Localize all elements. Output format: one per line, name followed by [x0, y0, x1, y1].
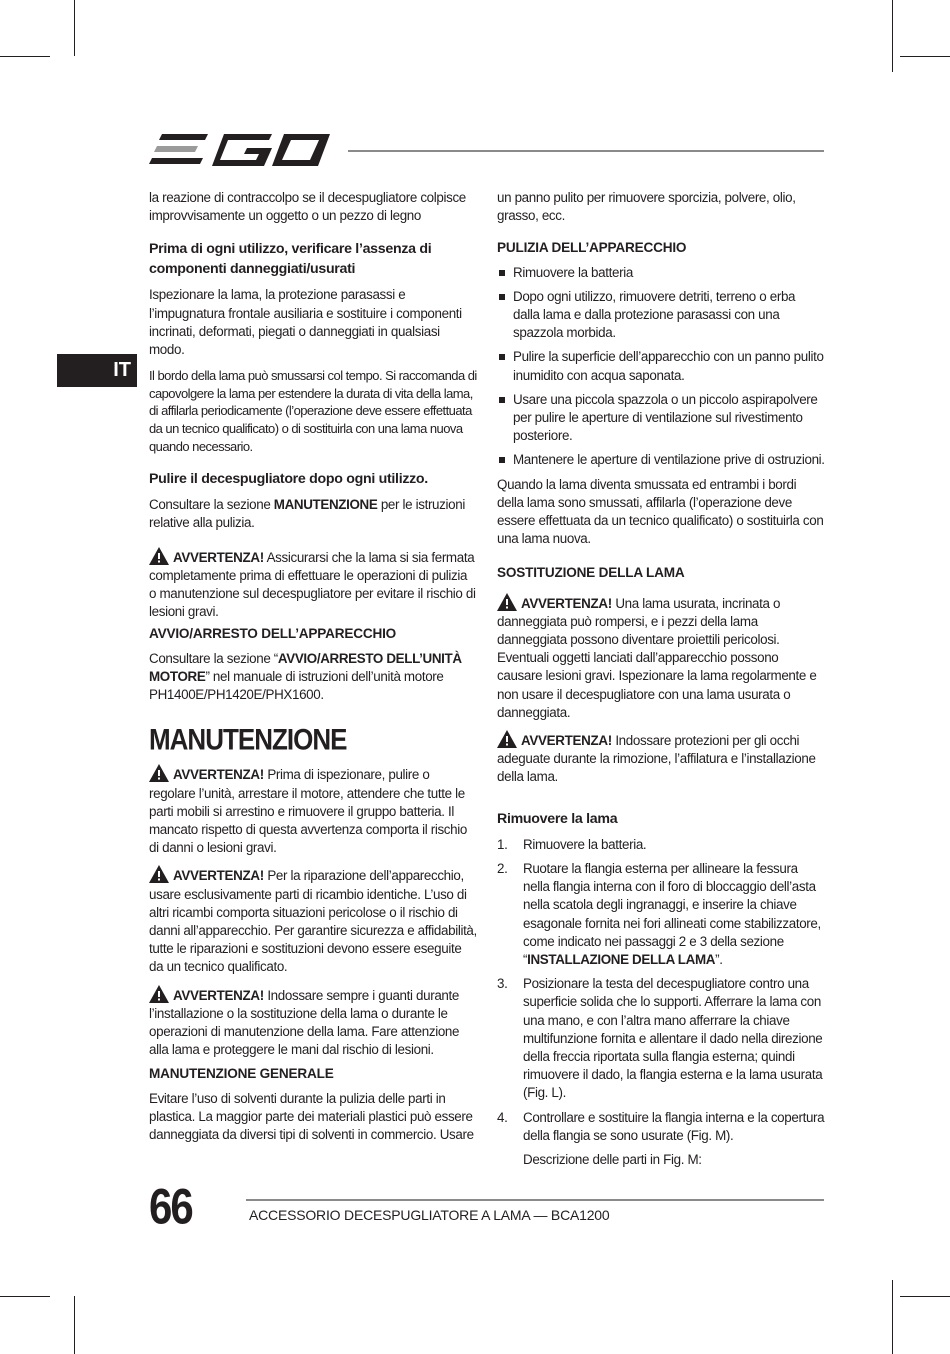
replace-warning-2: AVVERTENZA! Indossare protezioni per gli occhi adeguate durante la rimozione, l’affilatura e l’installazione della lama.	[497, 730, 825, 787]
list-item: Mantenere le aperture di ventilazione prive di ostruzioni.	[497, 451, 825, 469]
step-item: 2. Ruotare la flangia esterna per allineare la fessura nella flangia interna con il foro di bloccaggio dell’asta nella scatola degli ingranaggi, e inserire la chiave esagonale fornita nei fori allineati come stabilizzatore, come indicato nei passaggi 2 e 3 della sezione “INSTALLAZIONE DELLA LAMA”.	[497, 860, 821, 967]
start-stop-paragraph: Consultare la sezione “AVVIO/ARRESTO DELL’UNITÀ MOTORE” nel manuale di istruzioni dell’unità motore PH1400E/PH1420E/PHX1600.	[149, 650, 462, 703]
list-item: Dopo ogni utilizzo, rimuovere detriti, terreno o erba dalla lama e dalla protezione parasassi con una spazzola morbida.	[497, 288, 825, 343]
step-item: 4. Controllare e sostituire la flangia interna e la copertura della flangia se sono usurate (Fig. M).	[497, 1109, 825, 1143]
clean-warning: AVVERTENZA! Assicurarsi che la lama si sia fermata completamente prima di effettuare le operazioni di pulizia o manutenzione sul decespugliatore per evitare il rischio di lesioni gravi.	[149, 547, 477, 622]
start-stop-heading: AVVIO/ARRESTO DELL’APPARECCHIO	[149, 626, 397, 642]
warning-icon	[149, 985, 169, 1003]
footer-rule	[246, 1199, 824, 1201]
check-heading: Prima di ogni utilizzo, verificare l’assenza di componenti danneggiati/usurati	[149, 241, 432, 278]
maintenance-warning-1: AVVERTENZA! Prima di ispezionare, pulire o regolare l’unità, arrestare il motore, attendere che tutte le parti mobili si arrestino e rimuovere il gruppo batteria. Il mancato rispetto di questa avvertenza comporta il rischio di danni o lesioni gravi.	[149, 764, 477, 857]
general-maintenance-paragraph: Evitare l’uso di solventi durante la pulizia delle parti in plastica. La maggior parte dei materiali plastici può essere danneggiata da diversi tipi di solventi in commercio. Usare	[149, 1090, 474, 1143]
maintenance-warning-3: AVVERTENZA! Indossare sempre i guanti durante l’installazione o la sostituzione della lama o durante le operazioni di manutenzione della lama. Fare attenzione alla lama e proteggere le mani dal rischio di lesioni.	[149, 985, 477, 1060]
ego-logo	[148, 130, 332, 170]
left-column	[149, 189, 477, 1152]
page-number: 66	[149, 1178, 192, 1235]
remove-blade-heading: Rimuovere la lama	[497, 810, 618, 827]
crop-mark	[74, 0, 75, 56]
header-rule	[348, 150, 824, 152]
crop-mark	[900, 1296, 950, 1297]
crop-mark	[900, 56, 950, 57]
crop-mark	[0, 1296, 50, 1297]
list-item: Usare una piccola spazzola o un piccolo aspirapolvere per pulire le aperture di ventilazione sul rivestimento posteriore.	[497, 391, 825, 446]
maintenance-warning-2: AVVERTENZA! Per la riparazione dell’apparecchio, usare esclusivamente parti di ricambio identiche. L’uso di altri ricambi comporta situazioni pericolose o il rischio di danni all’apparecchio. Per garantire sicurezza e affidabilità, tutte le riparazioni e sostituzioni devono essere eseguite da un tecnico qualificato.	[149, 865, 477, 976]
cleaning-heading: PULIZIA DELL’APPARECCHIO	[497, 240, 687, 256]
check-paragraph-1: Ispezionare la lama, la protezione parasassi e l’impugnatura frontale ausiliaria e sostituire i componenti incrinati, deformati, piegati o danneggiati in qualsiasi modo.	[149, 287, 462, 358]
warning-icon	[149, 865, 169, 883]
crop-mark	[892, 0, 893, 72]
list-item: Rimuovere la batteria	[497, 264, 825, 282]
language-tab: IT	[57, 354, 137, 387]
crop-mark	[74, 1296, 75, 1354]
crop-mark	[0, 56, 50, 57]
step-item: 1. Rimuovere la batteria.	[497, 836, 647, 852]
warning-icon	[149, 764, 169, 782]
right-column	[497, 189, 825, 1177]
check-paragraph-2: Il bordo della lama può smussarsi col tempo. Si raccomanda di capovolgere la lama per estendere la durata di vita della lama, di affilarla periodicamente (l’operazione deve essere effettuata da un tecnico qualificato) o di sostituirla con una lama nuova quando necessario.	[149, 368, 477, 454]
intro-text: la reazione di contraccolpo se il decespugliatore colpisce improvvisamente un oggetto o un pezzo di legno	[149, 190, 466, 224]
warning-icon	[497, 593, 517, 611]
remove-steps	[497, 836, 825, 1145]
maintenance-heading: MANUTENZIONE	[149, 721, 347, 757]
replace-warning-1: AVVERTENZA! Una lama usurata, incrinata o danneggiata può rompersi, e i pezzi della lama danneggiata possono diventare proiettili pericolosi. Eventuali oggetti lanciati dall’apparecchio possono causare lesioni gravi. Ispezionare la lama regolarmente e non usare il decespugliatore con una lama usurata o danneggiata.	[497, 593, 825, 722]
replace-blade-heading: SOSTITUZIONE DELLA LAMA	[497, 565, 685, 581]
cleaning-list	[497, 264, 825, 470]
dull-blade-paragraph: Quando la lama diventa smussata ed entrambi i bordi della lama sono smussati, affilarla (l’operazione deve essere effettuata da un tecnico qualificato) o sostituirla con una lama nuova.	[497, 476, 824, 547]
crop-mark	[892, 1280, 893, 1354]
clean-paragraph: Consultare la sezione MANUTENZIONE per le istruzioni relative alla pulizia.	[149, 497, 465, 531]
list-item: Pulire la superficie dell’apparecchio con un panno pulito inumidito con acqua saponata.	[497, 348, 825, 384]
clean-heading: Pulire il decespugliatore dopo ogni utilizzo.	[149, 471, 428, 488]
warning-icon	[497, 730, 517, 748]
parts-description: Descrizione delle parti in Fig. M:	[523, 1151, 702, 1167]
continued-text: un panno pulito per rimuovere sporcizia, polvere, olio, grasso, ecc.	[497, 190, 796, 224]
footer-title: ACCESSORIO DECESPUGLIATORE A LAMA — BCA1200	[249, 1207, 610, 1223]
step-item: 3. Posizionare la testa del decespugliatore contro una superficie solida che lo supporti. Afferrare la lama con una mano, e con l’altra mano afferrare la chiave multifunzione fornita e allentare il dado nella direzione della freccia riportata sulla flangia esterna; quindi rimuovere il dado, la flangia esterna e la lama usurata (Fig. L).	[497, 976, 823, 1101]
warning-icon	[149, 547, 169, 565]
general-maintenance-heading: MANUTENZIONE GENERALE	[149, 1066, 334, 1082]
